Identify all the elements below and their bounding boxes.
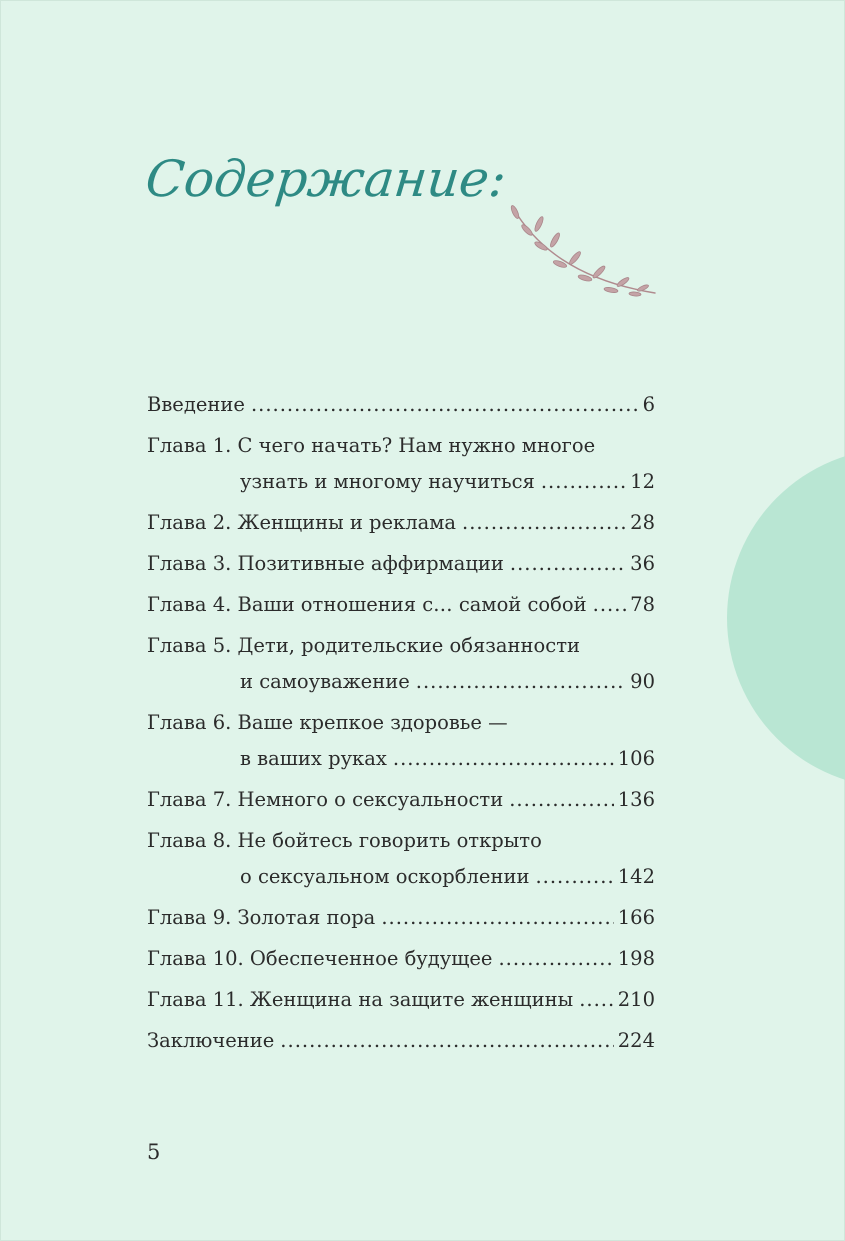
toc-entry-chapter-4[interactable] [147,587,655,623]
toc-page-number: 198 [617,947,655,970]
toc-entry-title-continued: узнать и многому научиться [240,470,535,493]
toc-entry-title: Глава 5. Дети, родительские обязанности [147,634,580,657]
decorative-circle [727,448,845,788]
toc-entry-chapter-9[interactable] [147,900,655,936]
page-number: 5 [147,1140,161,1164]
toc-page-number: 90 [630,670,655,693]
toc-page-number: 12 [630,470,655,493]
dot-leader [535,859,613,895]
dot-leader [509,782,614,818]
toc-entry-chapter-8[interactable] [147,823,655,895]
toc-entry-chapter-10[interactable] [147,941,655,977]
dot-leader [462,505,626,541]
dot-leader [381,900,613,936]
toc-page-number: 136 [617,788,655,811]
toc-entry-title: Глава 6. Ваше крепкое здоровье — [147,711,508,734]
dot-leader [280,1023,613,1059]
toc-entry-chapter-11[interactable] [147,982,655,1018]
toc-entry-title: Глава 8. Не бойтесь говорить открыто [147,829,542,852]
toc-page-number: 28 [630,511,655,534]
toc-entry-title-continued: и самоуважение [240,670,410,693]
toc-page-number: 6 [642,393,655,416]
toc-entry-intro[interactable] [147,387,655,423]
toc-entry-chapter-6[interactable] [147,705,655,777]
toc-entry-title: Заключение [147,1029,275,1052]
toc-entry-conclusion[interactable] [147,1023,655,1059]
dot-leader [498,941,613,977]
toc-entry-title: Глава 10. Обеспеченное будущее [147,947,493,970]
toc-entry-chapter-7[interactable] [147,782,655,818]
dot-leader [510,546,626,582]
toc-entry-title-continued: о сексуальном оскорблении [240,865,530,888]
toc-page-number: 78 [630,593,655,616]
toc-entry-chapter-3[interactable] [147,546,655,582]
toc-page-number: 166 [617,906,655,929]
toc-entry-title: Глава 3. Позитивные аффирмации [147,552,504,575]
toc-entry-title: Глава 1. С чего начать? Нам нужно многое [147,434,596,457]
toc-entry-chapter-1[interactable] [147,428,655,500]
toc-entry-title: Глава 4. Ваши отношения с… самой собой [147,593,587,616]
dot-leader [416,664,626,700]
toc-entry-title: Глава 7. Немного о сексуальности [147,788,504,811]
dot-leader [579,982,614,1018]
toc-page-number: 36 [630,552,655,575]
toc-page-number: 106 [617,747,655,770]
page-title: Содержание: [142,150,509,208]
toc-entry-title: Глава 9. Золотая пора [147,906,376,929]
table-of-contents [147,387,655,1059]
dot-leader [593,587,627,623]
toc-page-number: 142 [617,865,655,888]
toc-page-number: 210 [617,988,655,1011]
dot-leader [251,387,639,423]
toc-entry-chapter-2[interactable] [147,505,655,541]
toc-entry-title: Глава 11. Женщина на защите женщины [147,988,574,1011]
toc-entry-title-continued: в ваших руках [240,747,387,770]
toc-entry-title: Введение [147,393,245,416]
dot-leader [393,741,614,777]
toc-entry-chapter-5[interactable] [147,628,655,700]
dot-leader [541,464,626,500]
toc-page-number: 224 [617,1029,655,1052]
leaf-sprig-icon [505,200,665,300]
toc-entry-title: Глава 2. Женщины и реклама [147,511,457,534]
